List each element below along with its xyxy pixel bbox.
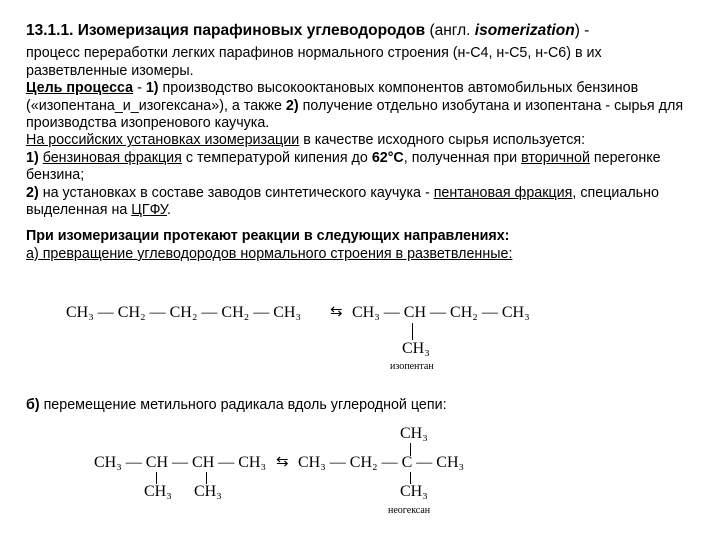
feed-item-1-mid: с температурой кипения до (181, 149, 372, 166)
reaction-a-label: а) (26, 245, 39, 262)
goal-label: Цель процесса (26, 80, 134, 97)
cgfu-link[interactable]: ЦГФУ (131, 202, 167, 219)
reaction-b-line (26, 397, 447, 413)
gasoline-fraction-link[interactable]: бензиновая фракция (42, 149, 182, 166)
reaction-a-line (26, 246, 700, 263)
eq2-right: CH₃ — CH₂ — C — CH₃ (298, 454, 465, 471)
feed-item-1 (26, 150, 700, 185)
feed-item-2-end: , специально выделенная на (26, 184, 659, 219)
eq2-right-top: CH₃ (400, 425, 428, 442)
reaction-b-label: б) (26, 397, 40, 413)
eq2-right-bottom: CH₃ (400, 483, 428, 500)
feed-item-1-end: перегонке бензина; (26, 149, 661, 184)
eq1-caption: изопентан (390, 361, 434, 372)
eq1-right: CH₃ — CH — CH₂ — CH₃ (352, 304, 530, 321)
pentane-fraction-link[interactable]: пентановая фракция (433, 184, 573, 201)
feed-intro-link[interactable]: На российских установках изомеризации (26, 132, 300, 149)
eq2-left: CH₃ — CH — CH — CH₃ (94, 454, 267, 471)
goal-number-1: 1) (145, 80, 159, 97)
goal-number-2: 2) (285, 97, 299, 114)
goal-text-1: производство высокооктановых компонентов автомобильных бензинов («изопентана_и_изогексана»), а также (26, 80, 639, 114)
feed-item-1-temp: 62°С (371, 149, 404, 166)
reaction-b-text: перемещение метильного радикала вдоль углеродной цепи: (39, 397, 447, 413)
heading (26, 22, 700, 39)
feed-item-1-after: , полученная при (403, 149, 522, 166)
eq2-caption: неогексан (388, 505, 431, 516)
eq2-left-branch-2: CH₃ (194, 483, 222, 500)
heading-eng-suffix: ) - (574, 22, 590, 39)
goal-text-2: получение отдельно изобутана и изопентана - сырья для производства изопренового каучука. (26, 97, 684, 132)
heading-eng-prefix: (англ. (425, 22, 475, 39)
goal-dash: - (133, 80, 146, 97)
heading-eng-word: isomerization (474, 22, 575, 39)
feed-item-2-dot: . (167, 202, 171, 219)
eq1-left: CH₃ — CH₂ — CH₂ — CH₂ — CH₃ (66, 304, 302, 321)
feed-item-1-number: 1) (26, 149, 39, 166)
definition-paragraph: процесс переработки легких парафинов нормального строения (н-С4, н-С5, н-С6) в их разветвленные изомеры. (26, 45, 602, 79)
goal-paragraph (26, 80, 700, 132)
reaction-a-text: превращение углеводородов нормального строения в разветвленные (38, 245, 509, 262)
eq2-left-branch-1: CH₃ (144, 483, 172, 500)
feed-item-2 (26, 185, 700, 220)
eq2-arrow: ⇆ (276, 454, 289, 470)
feed-intro-rest: в качестве исходного сырья используется: (299, 132, 586, 149)
text-content (26, 22, 700, 263)
secondary-link[interactable]: вторичной (521, 149, 590, 166)
reaction-a-colon: : (508, 245, 513, 262)
feed-intro (26, 132, 700, 149)
eq1-bond (412, 323, 413, 340)
feed-item-2-mid: на установках в составе заводов синтетического каучука - (38, 184, 434, 201)
reactions-heading: При изомеризации протекают реакции в следующих направлениях: (26, 228, 510, 245)
feed-item-2-number: 2) (26, 184, 39, 201)
eq1-branch: CH₃ (402, 340, 430, 357)
eq1-arrow: ⇆ (330, 304, 343, 320)
page-title: 13.1.1. Изомеризация парафиновых углеводородов (26, 22, 426, 39)
